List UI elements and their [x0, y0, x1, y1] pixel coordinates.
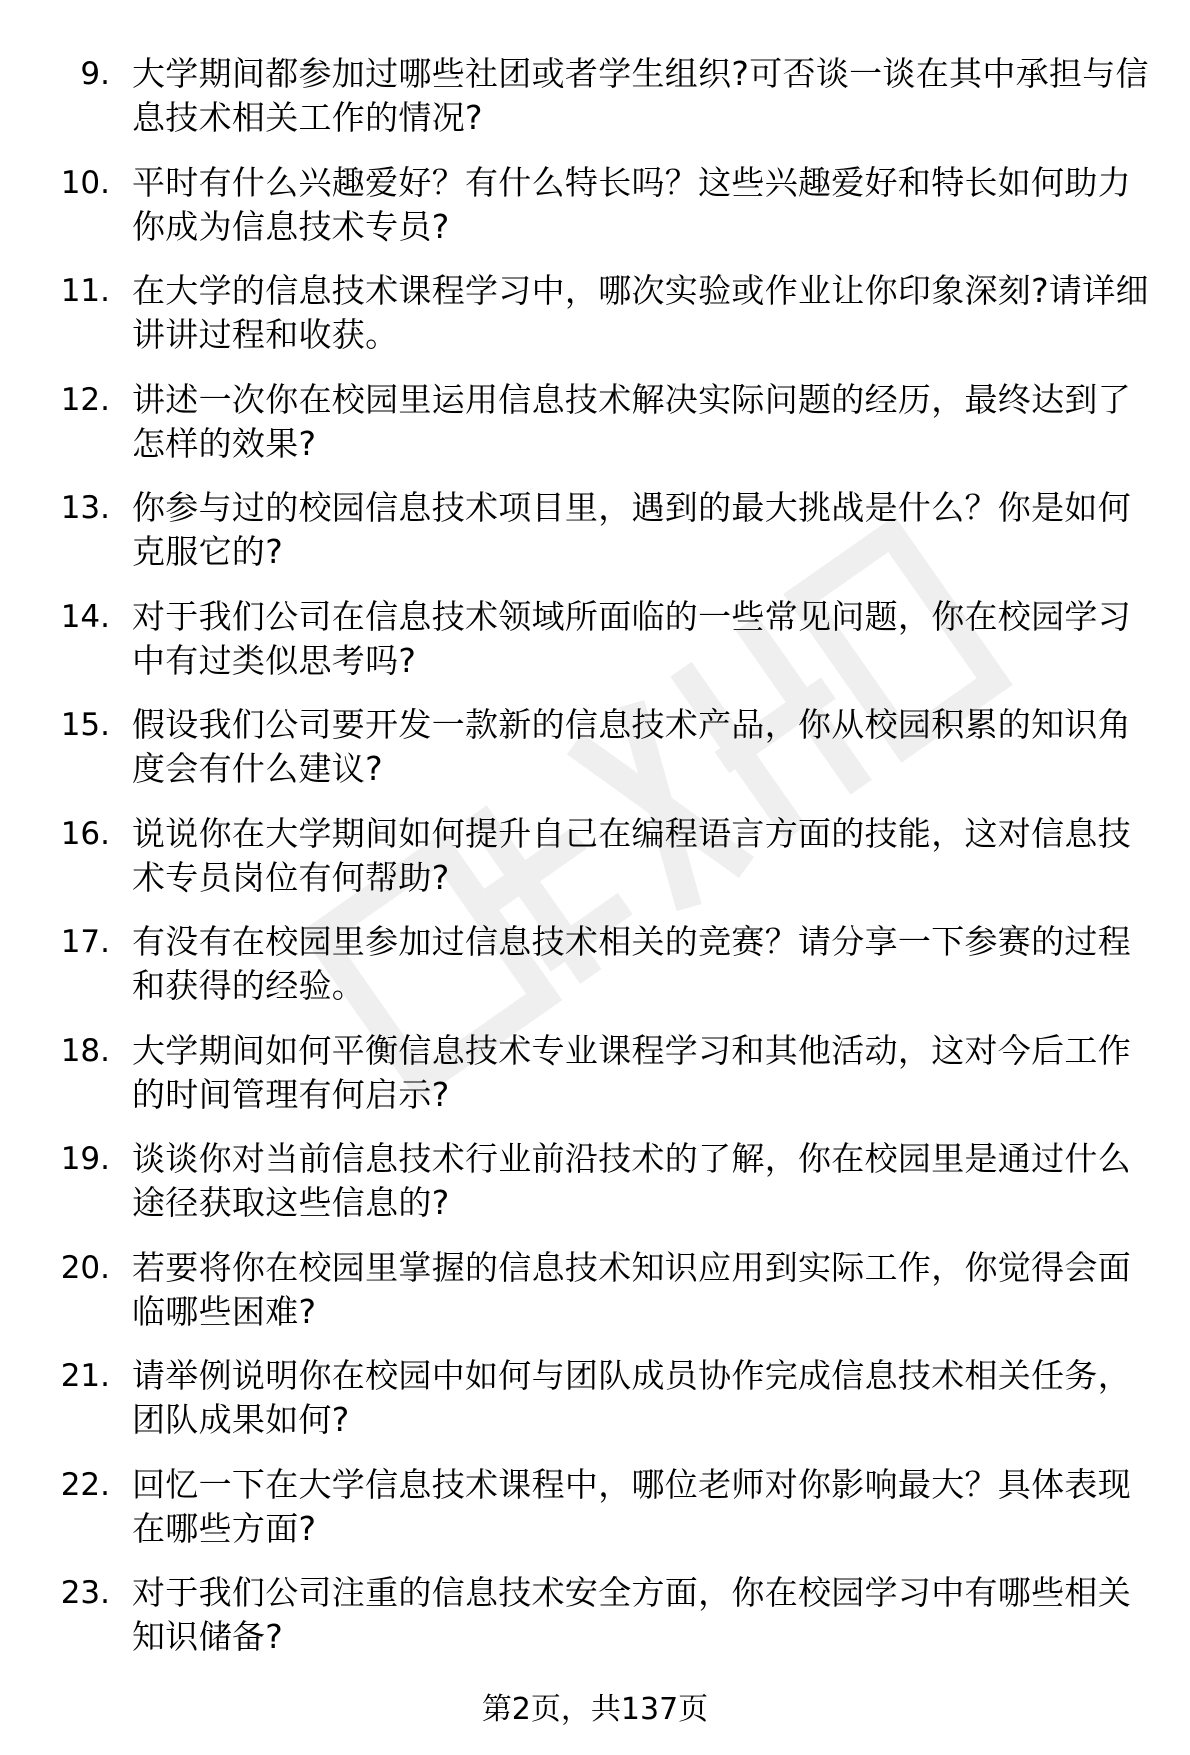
- question-number: 12.: [60, 381, 110, 418]
- question-number: 17.: [60, 924, 110, 960]
- question-number: 10.: [60, 164, 110, 201]
- question-text: 若要将你在校园里掌握的信息技术知识应用到实际工作，你觉得会面临哪些困难?: [132, 1247, 1131, 1331]
- question-number: 23.: [60, 1575, 110, 1611]
- question-number: 11.: [60, 273, 110, 309]
- list-item: [0, 1137, 1190, 1246]
- question-text: 谈谈你对当前信息技术行业前沿技术的了解，你在校园里是通过什么途径获取这些信息的?: [132, 1139, 1131, 1222]
- question-text: 讲述一次你在校园里运用信息技术解决实际问题的经历，最终达到了怎样的效果?: [132, 379, 1131, 463]
- question-number: 19.: [60, 1141, 110, 1177]
- question-text: 请举例说明你在校园中如何与团队成员协作完成信息技术相关任务，团队成果如何?: [132, 1356, 1131, 1439]
- list-item: [0, 1354, 1190, 1463]
- page-number: 第2页，共137页: [481, 1692, 709, 1727]
- list-item: [0, 595, 1190, 704]
- list-item: [0, 703, 1190, 812]
- question-number: 22.: [60, 1466, 110, 1503]
- list-item: [0, 486, 1190, 595]
- question-text: 说说你在大学期间如何提升自己在编程语言方面的技能，这对信息技术专员岗位有何帮助?: [132, 813, 1131, 897]
- question-text: 平时有什么兴趣爱好？有什么特长吗？这些兴趣爱好和特长如何助力你成为信息技术专员?: [132, 162, 1131, 246]
- question-list: [0, 52, 1190, 1680]
- question-number: 13.: [60, 490, 110, 526]
- question-number: 15.: [60, 707, 110, 743]
- question-text: 大学期间都参加过哪些社团或者学生组织?可否谈一谈在其中承担与信息技术相关工作的情况?: [132, 54, 1149, 137]
- list-item: [0, 269, 1190, 378]
- question-number: 14.: [60, 598, 110, 635]
- question-text: 大学期间如何平衡信息技术专业课程学习和其他活动，这对今后工作的时间管理有何启示?: [132, 1030, 1131, 1114]
- list-item: [0, 161, 1190, 270]
- question-number: 21.: [60, 1358, 110, 1394]
- question-text: 对于我们公司注重的信息技术安全方面，你在校园学习中有哪些相关知识储备?: [132, 1573, 1131, 1656]
- list-item: [0, 52, 1190, 161]
- list-item: [0, 1246, 1190, 1355]
- list-item: [0, 378, 1190, 487]
- question-text: 对于我们公司在信息技术领域所面临的一些常见问题，你在校园学习中有过类似思考吗?: [132, 596, 1131, 680]
- question-text: 回忆一下在大学信息技术课程中，哪位老师对你影响最大？具体表现在哪些方面?: [132, 1464, 1131, 1548]
- question-text: 有没有在校园里参加过信息技术相关的竞赛？请分享一下参赛的过程和获得的经验。: [132, 922, 1131, 1005]
- question-number: 9.: [80, 56, 110, 92]
- list-item: [0, 1571, 1190, 1680]
- question-number: 20.: [60, 1249, 110, 1286]
- list-item: [0, 1463, 1190, 1572]
- question-text: 假设我们公司要开发一款新的信息技术产品，你从校园积累的知识角度会有什么建议?: [132, 705, 1131, 788]
- question-text: 你参与过的校园信息技术项目里，遇到的最大挑战是什么？你是如何克服它的?: [132, 488, 1131, 571]
- question-number: 18.: [60, 1032, 110, 1069]
- list-item: [0, 812, 1190, 921]
- list-item: [0, 920, 1190, 1029]
- question-number: 16.: [60, 815, 110, 852]
- list-item: [0, 1029, 1190, 1138]
- question-text: 在大学的信息技术课程学习中，哪次实验或作业让你印象深刻?请详细讲讲过程和收获。: [132, 271, 1149, 354]
